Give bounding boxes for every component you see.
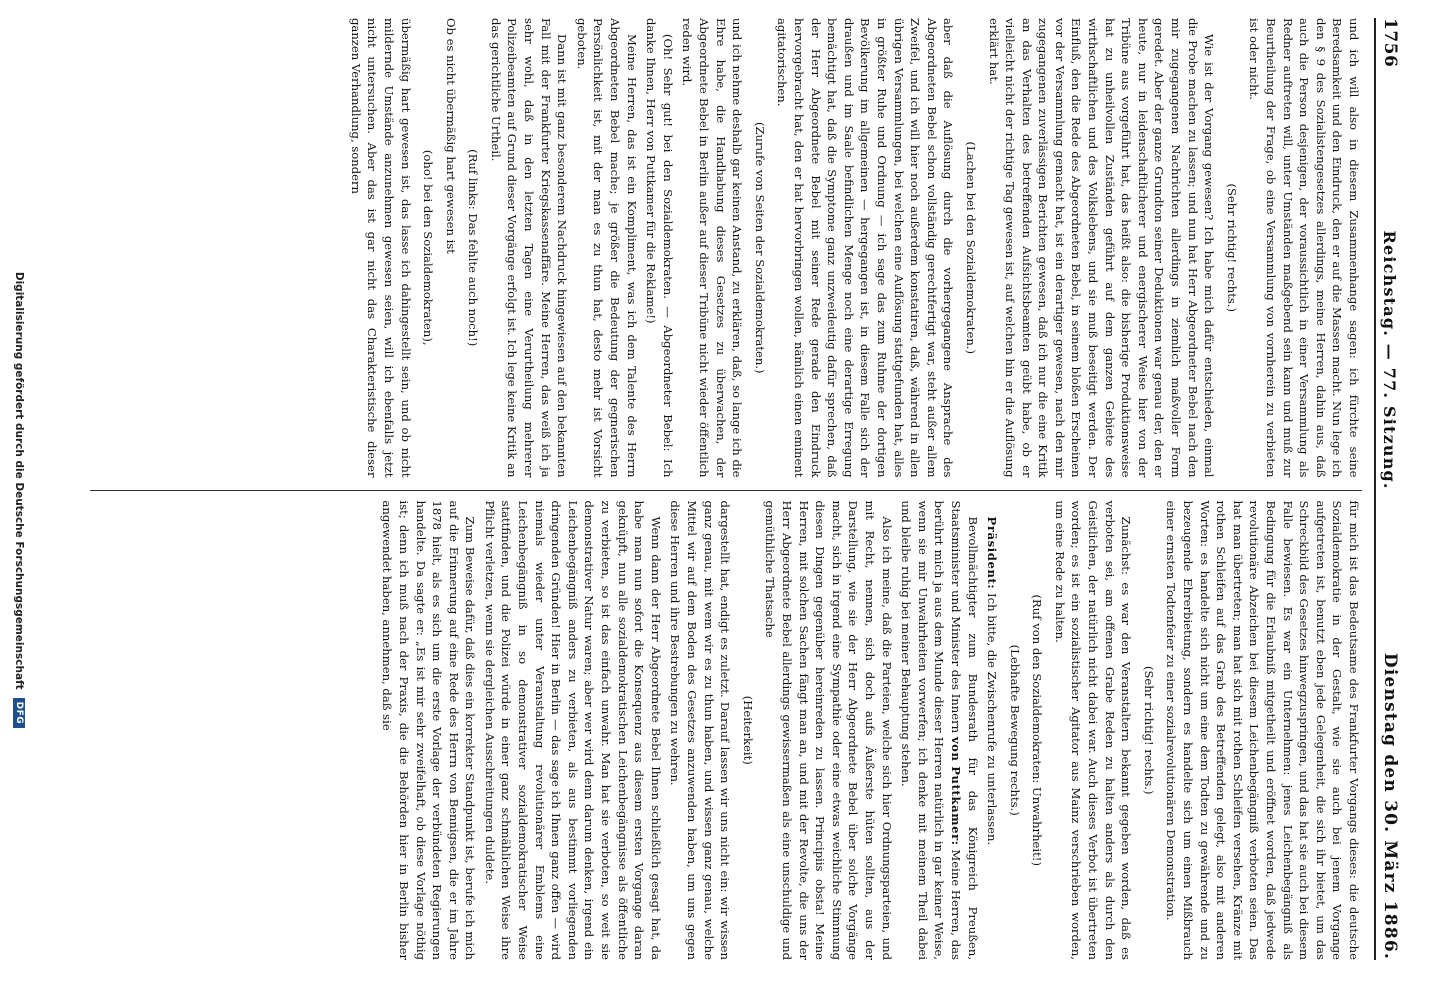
paragraph: Dann ist mit ganz besonderem Nachdruck hingewiesen auf den bekannten Fall mit der Frankfurter Kriegskassenaffäre. Meine Herren, das weiß ich ja sehr wohl, daß in den letzten Tagen eine Verurtheilung mehrerer Polizeibeamten auf Grund dieser Vorgänge erfolgt ist. Ich lege keine Kritik an das gerichtliche Urtheil. (488, 18, 570, 478)
right-column (90, 490, 1362, 961)
paragraph: für mich ist das Bedeutsame des Frankfurter Vorgangs dieses: die deutsche Sozialdemokratie in der Gestalt, wie sie auch bei jenem Vorgange aufgetreten ist, benutzt eben jede Gelegenheit, die sich ihr bietet, um das Schreckbild des Gesetzes hinwegzuspringen, und das hat sie auch bei diesem Falle bewiesen. Es war ein Unternehmen: jenes Leichenbegängniß als Bedingung für die Erlaubniß mitgetheilt und eröffnet worden, daß jedwede revolutionäre Abzeichen bei diesem Leichenbegängniß verboten seien. Das hat man übertreten; man hat sich mit rothen Schleifen versehen, Kränze mit rothen Schleifen auf das Grab des Betreffenden gelegt, also mit anderen Worten: es handelte sich nicht um eine dem Todten zu gewährende und zu bezeugende Ehrerbietung, sondern es handelte sich um einen Mißbrauch einer ernsten Todtenfeier zu einer sozialrevolutionären Demonstration. (1164, 500, 1361, 960)
session-date: Dienstag den 30. März 1886. (1380, 652, 1400, 960)
paragraph: Präsident: Ich bitte, die Zwischenrufe zu unterlassen. (985, 516, 1000, 846)
left-column (90, 18, 1362, 478)
session-title: Reichstag. — 77. Sitzung. (1380, 230, 1399, 490)
paragraph: Wenn dann der Herr Abgeordnete Bebel Ihnen schließlich gesagt hat, da habe man nun sofort die Konsequenz aus diesem ersten Vorgange daran geknüpft, nun alle sozialdemokratischen Leichenbegängnisse als öffentliche zu verbieten, so ist das einfach unwahr. Man hat sie verboten, so weit sie demonstrativer Natur waren; aber wer wird denn darum denken, irgend ein Leichenbegängniß anders zu verbieten, als aus bestimmt vorliegenden dringenden Gründen! Hier in Berlin — das sage ich Ihnen ganz offen — wird niemals wieder unter Veranstaltung revolutionärer Emblems eine Leichenbegängniß in so demonstrativer sozialdemokratischer Weise stattfinden, und die Polizei würde in einer ganz schmählichen Weise ihre Pflicht verletzen, wenn sie dergleichen Ausschreitungen duldete. (482, 500, 663, 960)
interjection: (Heiterkeit) (740, 695, 755, 765)
interjection: (Lebhafte Bewegung rechts.) (1007, 644, 1022, 816)
interjection: (Ruf links: Das fehlte auch noch!) (466, 149, 481, 347)
page-number: 1756 (1380, 18, 1400, 68)
paragraph: Meine Herren, das ist ein Kompliment, was ich dem Talente des Herrn Abgeordneten Bebel mache; je größer die Bedeutung der gegnerischen Persönlichkeit ist, mit der man es zu thun hat, desto mehr ist Vorsicht geboten. (574, 18, 639, 478)
paragraph: Ob es nicht übermäßig hart gewesen ist (443, 18, 458, 254)
credit-text: Digitalisierung gefördert durch die Deutsche Forschungsgemeinschaft (13, 271, 25, 690)
paragraph: Bevollmächtigter zum Bundesrath für das Königreich Preußen, Staatsminister und Minister des Innern von Puttkamer: Meine Herren, das berührt mich ja aus dem Munde dieser Herren natürlich in gar keiner Weise, wenn sie mir Unwahrheiten vorwerfen; ich denke mit meinem Theil dabei und bleibe ruhig bei meiner Behauptung stehen. (899, 500, 980, 960)
paragraph: und ich will also in diesem Zusammenhange sagen: ich fürchte seine Beredsamkeit und den Eindruck, den er auf die Massen macht. Nun lege ich den § 9 des Sozialistengesetzes allerdings, meine Herren, dahin aus, daß auch die Person desjenigen, der voraussichtlich in einer Versammlung als Redner auftreten will, unter Umständen maßgebend sein kann und muß zur Beurtheilung der Frage, ob eine Versammlung von vornherein zu verbieten ist oder nicht. (1247, 18, 1361, 478)
paragraph: Zum Beweise dafür, daß dies ein korrekter Standpunkt ist, berufe ich mich auf die Erinnerung auf eine Rede des Herrn von Bennigsen, die er im Jahre 1878 hielt, als es sich um die erste Vorlage der verbündeten Regierungen handelte. Da sagte er: „Es ist mir sehr zweifelhaft, ob diese Vorlage nöthig ist; denn ich muß nach der Praxis, die die Behörden hier in Berlin bisher angewendet haben, annehmen, daß sie (380, 500, 478, 960)
paragraph: Wie ist der Vorgang gewesen? Ich habe mich dafür entschieden, einmal die Probe machen zu lassen; und nun hat Herr Abgeordneter Bebel nach den mir zugegangenen Nachrichten allerdings in ziemlich maßvoller Form geredet. Aber der ganze Grundton seiner Deduktionen war genau der, den er heute, nur in leidenschaftlicherer und energischerer Weise hier von der Tribüne aus vorgeführt hat, das heißt also: die bisherige Produktionsweise hat zu unheilvollen Zuständen geführt auf dem ganzen Gebiete des wirthschaftlichen und des Volkslebens, und sie muß beseitigt werden. Der Einfluß, den die Rede des Abgeordneten Bebel, in seinem bloßen Erscheinen vor der Versammlung gemacht hat, ist ein derartiger gewesen, nach den mir zugegangenen zuverlässigen Berichten gewesen, daß ich nur die eine Kritik an das Verhalten des betreffenden Aufsichtsbeamten geübt habe, ob er vielleicht nicht der richtige Tag gewesen ist, auf welchen hin er die Auflösung erklärt hat. (986, 18, 1217, 478)
text-columns (90, 18, 1362, 960)
digitization-credit (8, 0, 30, 1000)
paragraph: übermäßig hart gewesen ist, das lasse ich dahingestellt sein, und ob nicht mildernde Umstände anzunehmen gewesen seien, will ich ebenfalls jetzt nicht untersuchen. Aber das ist gar nicht das Charakteristische dieser ganzen Verhandlung, sondern (348, 18, 413, 478)
interjection: (Sehr richtig! rechts.) (1141, 665, 1156, 795)
interjection: (Zurufe von Seiten der Sozialdemokraten.) (752, 121, 767, 374)
paragraph: (Oh! Sehr gut! bei den Sozialdemokraten. — Abgeordneter Bebel: Ich danke Ihnen, Herr von Puttkamer für die Reklame!) (644, 18, 675, 478)
dfg-logo: DFG (13, 698, 25, 729)
interjection: (Lachen bei den Sozialdemokraten.) (963, 141, 978, 354)
paragraph: und ich nehme deshalb gar keinen Anstand, zu erklären, daß, so lange ich die Ehre habe, die Handhabung dieses Gesetzes zu überwachen, der Abgeordnete Bebel in Berlin außer auf dieser Tribüne nicht wieder öffentlich reden wird. (680, 18, 745, 478)
paragraph: Zunächst: es war den Veranstaltern bekannt gegeben worden, daß es verboten sei, am offenen Grabe Reden zu halten anders als durch den Geistlichen, der natürlich nicht dabei war. Auch dieses Verbot ist übertreten worden; es ist ein sozialistischer Agitator aus Mainz verschrieben worden, um eine Rede zu halten. (1052, 500, 1134, 960)
paragraph: dargestellt hat, endigt es zuletzt. Darauf lassen wir uns nicht ein: wir wissen ganz genau, mit wem wir es zu thun haben, und wissen ganz genau, welche Mittel wir auf dem Boden des Gesetzes anzuwenden haben, um uns gegen diese Herren und ihre Bestrebungen zu wehren. (668, 500, 733, 960)
paragraph: aber daß die Auflösung durch die vorhergegangene Ansprache des Abgeordneten Bebel schon vollständig gerechtfertigt war, steht außer allem Zweifel, und ich will hier noch außerdem konstatiren, daß, während in allen übrigen Versammlungen, bei welchen eine Auflösung stattgefunden hat, alles in größter Ruhe und Ordnung — ich sage das zum Ruhme der dortigen Bevölkerung im allgemeinen — hergegangen ist, in diesem Falle sich der draußen und im Saale befindlichen Menge noch eine derartige Erregung bemächtigt hat, daß die Symptome ganz unzweideutig dafür sprechen, daß der Herr Abgeordnete Bebel mit seiner Rede gerade den Eindruck hervorgebracht hat, den er hat hervorbringen wollen, nämlich einen eminent agitatorischen. (775, 18, 956, 478)
page-header (1374, 18, 1408, 960)
interjection: (Ruf von den Sozialdemokraten: Unwahrheit!) (1030, 594, 1045, 866)
paragraph: Also ich meine, daß die Parteien, welche sich hier Ordnungsparteien, und mit Recht, nennen, sich doch aufs Äußerste hüten sollten, aus der Darstellung, wie sie der Herr Abgeordnete Bebel über solche Vorgänge macht, sich in irgend eine Sympathie oder eine etwas weichliche Stimmung diesen Dingen gegenüber hereinreden zu lassen. Principiis obsta! Meine Herren, mit solchen Sachen fängt man an, und mit der Revolte, die uns der Herr Abgeordnete Bebel allerdings gewissermaßen als eine unschuldige und gemüthliche Thatsache (763, 500, 894, 960)
interjection: (oho! bei den Sozialdemokraten), (421, 149, 436, 346)
interjection: (Sehr richtig! rechts.) (1224, 183, 1239, 313)
